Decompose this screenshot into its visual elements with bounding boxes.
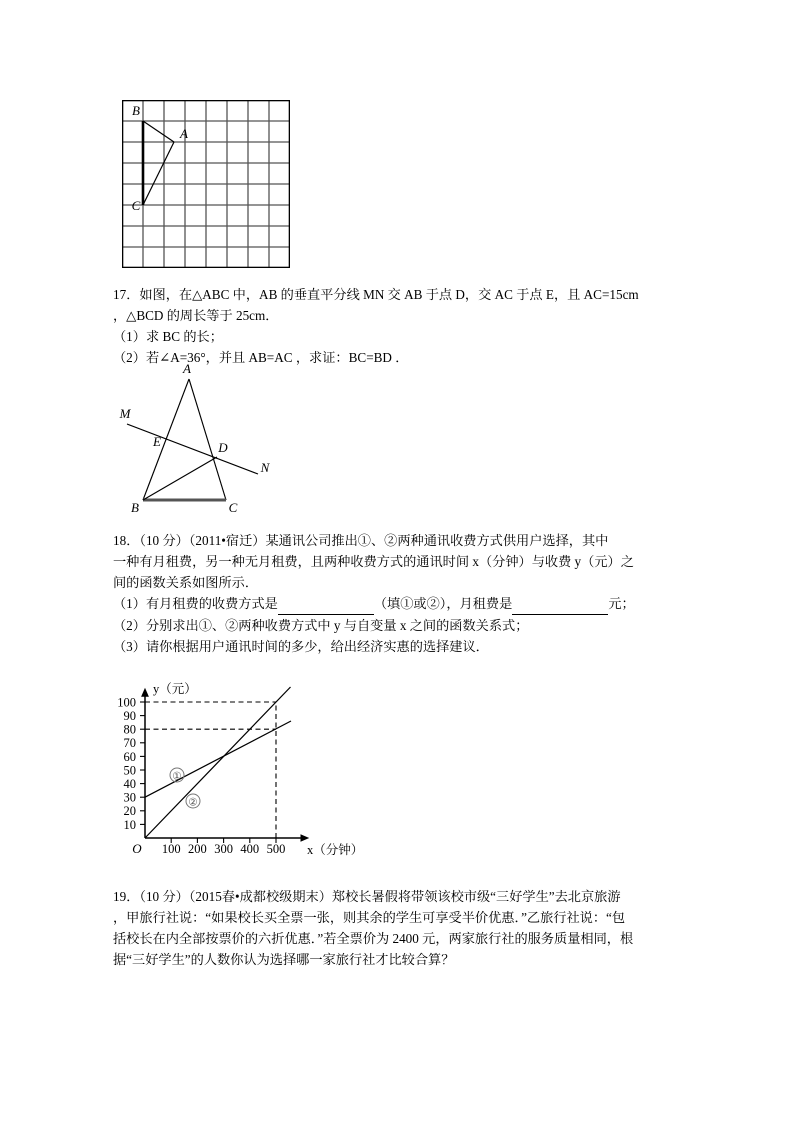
tri-label-d: D xyxy=(218,440,228,455)
q19-line-3: 括校长在内全部按票价的六折优惠．”若全票价为 2400 元，两家旅行社的服务质量相同，根 xyxy=(113,931,634,946)
question-18-text xyxy=(113,530,691,657)
q17-triangle-svg xyxy=(113,362,413,517)
q18-blank-method[interactable] xyxy=(278,593,374,615)
q18-sub1-part-a: （1）有月租费的收费方式是 xyxy=(113,596,278,611)
chart-series-2-line xyxy=(145,687,291,838)
q18-sub-2: （2）分别求出①、②两种收费方式中 y 与自变量 x 之间的函数关系式； xyxy=(113,618,529,633)
q18-chart xyxy=(105,662,405,872)
chart-xtick-300: 300 xyxy=(214,842,233,856)
chart-ytick-30: 30 xyxy=(123,790,136,805)
chart-origin-label: O xyxy=(132,841,142,856)
q19-line-2: ，甲旅行社说：“如果校长买全票一张，则其余的学生可享受半价优惠．”乙旅行社说：“包 xyxy=(113,910,626,925)
chart-x-axis-label: x（分钟） xyxy=(307,843,364,857)
q18-line-3: 间的函数关系如图所示． xyxy=(113,575,259,590)
q18-blank-fee[interactable] xyxy=(512,593,608,615)
q17-line-1: 17．如图，在△ABC 中，AB 的垂直平分线 MN 交 AB 于点 D，交 AC 于点 E，且 AC=15cm xyxy=(113,287,639,302)
chart-series-1-label-text: ① xyxy=(172,771,182,783)
chart-ytick-10: 10 xyxy=(123,817,136,832)
grid-label-c: C xyxy=(131,198,141,213)
q18-sub-3: （3）请你根据用户通讯时间的多少，给出经济实惠的选择建议． xyxy=(113,639,489,654)
chart-ytick-80: 80 xyxy=(123,722,136,737)
question-17-text xyxy=(113,284,691,368)
chart-series-2-label-text: ② xyxy=(188,797,198,809)
q17-line-3: （1）求 BC 的长； xyxy=(113,329,223,344)
chart-ytick-100: 100 xyxy=(117,695,136,710)
chart-y-axis-label: y（元） xyxy=(153,682,197,696)
grid-label-b: B xyxy=(132,103,140,118)
q19-line-1: 19．（10 分）（2015春•成都校级期末）郑校长暑假将带领该校市级“三好学生”去北京旅游 xyxy=(113,889,621,904)
q17-line-2: ，△BCD 的周长等于 25cm． xyxy=(113,308,279,323)
chart-xtick-500: 500 xyxy=(266,842,286,856)
chart-ytick-90: 90 xyxy=(123,709,136,723)
tri-label-e: E xyxy=(153,434,161,449)
question-19-text xyxy=(113,886,691,970)
chart-ytick-70: 70 xyxy=(123,736,136,751)
q18-sub1-part-c: 元； xyxy=(608,596,635,611)
grid-figure-svg xyxy=(122,100,290,268)
q19-line-4: 据“三好学生”的人数你认为选择哪一家旅行社才比较合算？ xyxy=(113,952,455,967)
line-mn xyxy=(127,424,258,474)
chart-series-1-label xyxy=(170,768,184,783)
chart-xtick-400: 400 xyxy=(240,842,260,856)
q18-line-1: 18．（10 分）（2011•宿迁）某通讯公司推出①、②两种通讯收费方式供用户选择，其中 xyxy=(113,533,609,548)
chart-series-2-label xyxy=(186,794,200,809)
chart-xtick-100: 100 xyxy=(161,842,181,856)
tri-label-a: A xyxy=(183,362,191,376)
segment-bd xyxy=(143,457,217,500)
q17-line-4: （2）若∠A=36°，并且 AB=AC ，求证：BC=BD ． xyxy=(113,350,409,365)
chart-series-1-line xyxy=(145,721,291,797)
q18-line-2: 一种有月租费，另一种无月租费，且两种收费方式的通讯时间 x（分钟）与收费 y（元）之 xyxy=(113,554,634,569)
tri-label-n: N xyxy=(260,460,270,475)
q18-sub-1 xyxy=(113,593,691,615)
chart-ytick-40: 40 xyxy=(123,777,136,791)
q17-triangle-figure xyxy=(113,362,413,517)
grid-figure xyxy=(122,100,290,268)
q18-sub1-part-b: （填①或②），月租费是 xyxy=(373,596,513,611)
chart-ytick-50: 50 xyxy=(123,763,136,778)
tri-label-m: M xyxy=(119,406,131,421)
grid-lines xyxy=(122,100,290,268)
grid-label-a: A xyxy=(180,126,188,141)
q18-chart-svg xyxy=(105,662,405,872)
chart-xtick-200: 200 xyxy=(188,842,207,856)
tri-label-b: B xyxy=(131,500,139,515)
tri-label-c: C xyxy=(228,500,238,515)
chart-ytick-20: 20 xyxy=(123,804,136,819)
chart-ytick-60: 60 xyxy=(123,749,136,764)
